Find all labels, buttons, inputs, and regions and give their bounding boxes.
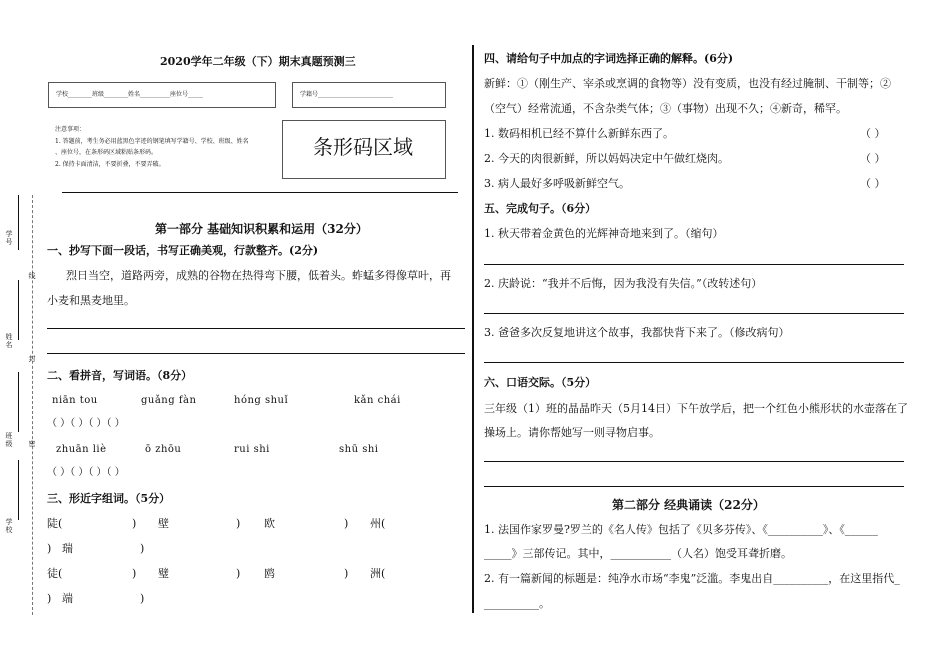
- q6-answer-line-1[interactable]: [484, 461, 904, 462]
- q3-r1-d: ): [236, 517, 241, 530]
- q1-text-2: 小麦和黑麦地里。: [47, 294, 135, 307]
- pinyin-4: kǎn chái: [354, 395, 401, 406]
- barcode-label: 条形码区域: [313, 135, 413, 159]
- q3-r2-c: 璧: [158, 567, 169, 580]
- q3-title: 三、形近字组词。（5分）: [47, 492, 171, 505]
- pinyin-8: shū shi: [339, 444, 379, 455]
- q6-title: 六、口语交际。（5分）: [484, 376, 597, 389]
- p2-q2-a[interactable]: 2. 有一篇新闻的标题是：纯净水市场“李鬼”泛滥。李鬼出自__________，在这里指代_: [484, 572, 900, 585]
- notice-1: 1. 答题前，考生务必用蓝黑色字迹的钢笔填写学籍号、学校、班级、姓名: [55, 138, 249, 145]
- notice-1b: 、座位号，在条形码区域粘贴条形码。: [55, 149, 158, 156]
- pinyin-5: zhuān liè: [56, 444, 107, 455]
- binding-label-banji: 班级: [5, 432, 13, 448]
- pinyin-blanks-1[interactable]: （ ）（ ）（ ）（ ）: [47, 418, 125, 429]
- q3-r1b-b: 瑞: [62, 542, 73, 555]
- q5-item-2: 2. 庆龄说：“我并不后悔，因为我没有失信。”（改转述句）: [484, 277, 763, 290]
- q3-r1-g[interactable]: 州(: [370, 517, 386, 530]
- header-divider: [62, 192, 458, 193]
- binding-line-1: [18, 195, 19, 250]
- q5-title: 五、完成句子。（6分）: [484, 202, 597, 215]
- binding-label-xingming: 姓名: [5, 333, 13, 349]
- q3-r1-e: 欧: [264, 517, 275, 530]
- q5-answer-line-3[interactable]: [484, 362, 904, 363]
- column-divider: [472, 45, 474, 613]
- binding-line-4: [18, 460, 19, 520]
- q3-r2b-b: 端: [62, 592, 73, 605]
- binding-line-2: [18, 280, 19, 340]
- q3-r1-a[interactable]: 陡(: [47, 517, 63, 530]
- q4-def-1: 新鲜：①（刚生产、宰杀或烹调的食物等）没有变质，也没有经过腌制、干制等；②: [484, 77, 891, 90]
- part1-title: 第一部分 基础知识积累和运用（32分）: [155, 222, 368, 236]
- q5-item-1: 1. 秋天带着金黄色的光辉神奇地来到了。（缩句）: [484, 227, 724, 240]
- binding-label-xuexiao: 学校: [5, 518, 13, 534]
- q3-r1-c: 壁: [158, 517, 169, 530]
- q5-item-3: 3. 爸爸多次反复地讲这个故事，我都快背下来了。（修改病句）: [484, 326, 790, 339]
- student-no-field[interactable]: 学籍号_________________________: [300, 91, 394, 98]
- p2-q1-b[interactable]: _____》三部传记。其中，___________（人名）饱受耳聋折磨。: [484, 547, 792, 560]
- q3-r1b-c: ): [140, 542, 145, 555]
- q1-answer-line-2[interactable]: [47, 353, 465, 354]
- q4-item-2: 2. 今天的肉很新鲜，所以妈妈决定中午做红烧肉。: [484, 152, 729, 165]
- q3-r2-e: 鸥: [264, 567, 275, 580]
- part2-title: 第二部分 经典诵读（22分）: [612, 498, 765, 512]
- p2-q2-b[interactable]: __________。: [484, 597, 550, 610]
- q3-r2-b: ): [132, 567, 137, 580]
- q6-text-2: 操场上。请你帮她写一则寻物启事。: [484, 426, 660, 439]
- q3-r2-f: ): [344, 567, 349, 580]
- q4-def-2: （空气）经常流通，不含杂类气体；③（事物）出现不久；④新奇，稀罕。: [484, 102, 847, 115]
- exam-title: 2020学年二年级（下）期末真题预测三: [160, 55, 356, 68]
- q4-answer-3[interactable]: （ ）: [860, 177, 886, 190]
- q6-answer-line-2[interactable]: [484, 486, 904, 487]
- notice-title: 注意事项：: [55, 126, 86, 133]
- q4-answer-2[interactable]: （ ）: [860, 152, 886, 165]
- notice-2: 2. 保持卡面清洁，不要折叠，不要弄破。: [55, 161, 165, 168]
- binding-line-3: [18, 372, 19, 432]
- q5-answer-line-2[interactable]: [484, 313, 904, 314]
- q3-r2-a[interactable]: 徒(: [47, 567, 63, 580]
- q1-answer-line-1[interactable]: [47, 328, 465, 329]
- binding-label-xuehao: 学号: [5, 230, 13, 246]
- p2-q1-a[interactable]: 1. 法国作家罗曼?罗兰的《名人传》包括了《贝多芬传》、《__________》、《______: [484, 523, 878, 536]
- pinyin-3: hóng shuǐ: [234, 395, 289, 406]
- binding-label-mi: 密: [28, 440, 36, 448]
- q3-r2-d: ): [236, 567, 241, 580]
- pinyin-1: niān tou: [52, 395, 98, 406]
- pinyin-6: ō zhōu: [145, 444, 182, 455]
- q3-r1-f: ): [344, 517, 349, 530]
- q6-text-1: 三年级（1）班的晶晶昨天（5月14日）下午放学后，把一个红色小熊形状的水壶落在了: [484, 402, 908, 415]
- q3-r2-g[interactable]: 洲(: [370, 567, 386, 580]
- binding-dashed-line: [32, 195, 33, 615]
- q3-r1-b: ): [132, 517, 137, 530]
- info-fields[interactable]: 学校________班级________姓名__________座位号_____: [56, 91, 204, 98]
- q3-r1b-a: ): [47, 542, 52, 555]
- pinyin-2: guǎng fàn: [141, 395, 197, 406]
- q2-title: 二、看拼音，写词语。（8分）: [47, 369, 193, 382]
- q3-r2b-c: ): [140, 592, 145, 605]
- q3-r2b-a: ): [47, 592, 52, 605]
- q1-title: 一、抄写下面一段话，书写正确美观，行款整齐。(2分): [47, 244, 319, 257]
- q1-text-1: 烈日当空，道路两旁，成熟的谷物在热得弯下腰，低着头。蚱蜢多得像草叶，再: [66, 269, 451, 282]
- q4-item-3: 3. 病人最好多呼吸新鲜空气。: [484, 177, 630, 190]
- binding-label-xian: 线: [28, 272, 36, 280]
- pinyin-blanks-2[interactable]: （ ）（ ）（ ）（ ）: [47, 467, 125, 478]
- q4-item-1: 1. 数码相机已经不算什么新鲜东西了。: [484, 127, 674, 140]
- pinyin-7: rui shi: [234, 444, 270, 455]
- q4-answer-1[interactable]: （ ）: [860, 127, 886, 140]
- q5-answer-line-1[interactable]: [484, 264, 904, 265]
- q4-title: 四、请给句子中加点的字词选择正确的解释。(6分): [484, 52, 734, 65]
- binding-label-feng: 封: [28, 355, 36, 363]
